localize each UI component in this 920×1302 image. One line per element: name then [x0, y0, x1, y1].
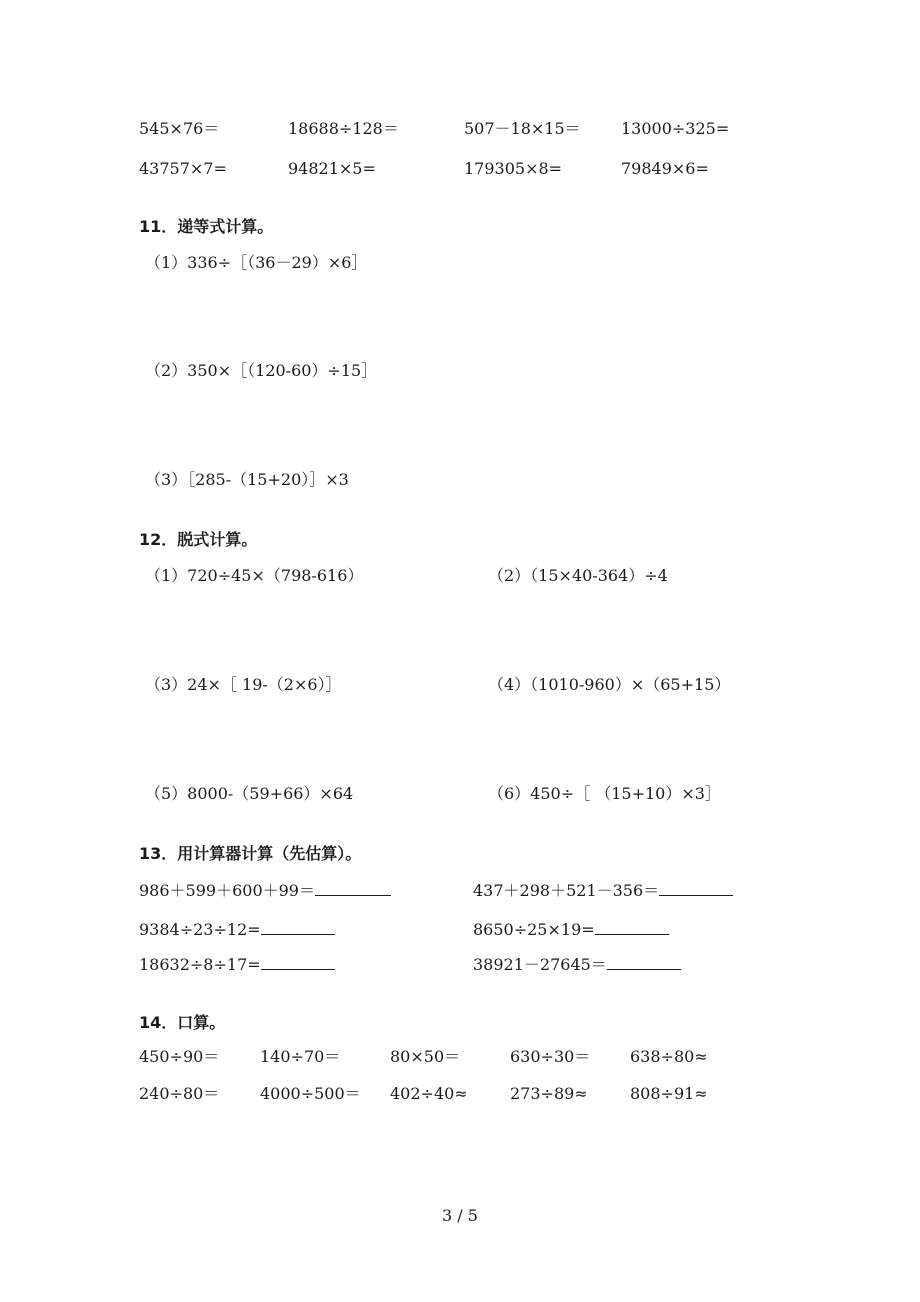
calc-problem [139, 953, 335, 975]
section-11-item-1: （1）336÷［（36－29）×6］ [145, 253, 368, 272]
problem-text: 545×76＝ [139, 119, 220, 138]
calc-expression: 8650÷25×19= [473, 920, 595, 939]
oral-problem: 273÷89≈ [510, 1084, 588, 1103]
problem-text: 13000÷325= [621, 119, 730, 138]
calc-problem [139, 879, 391, 901]
oral-problem: 630÷30＝ [510, 1047, 591, 1066]
calc-expression: 437＋298＋521－356＝ [473, 881, 660, 900]
section-12-item-1: （1）720÷45×（798-616） [145, 566, 364, 585]
calc-expression: 986＋599＋600＋99＝ [139, 881, 315, 900]
problem-text: 43757×7= [139, 159, 227, 178]
section-11-item-3: （3）［285-（15+20）］×3 [145, 470, 349, 489]
problem-text: 507－18×15＝ [464, 119, 581, 138]
oral-problem: 4000÷500＝ [260, 1084, 361, 1103]
section-12-item-5: （5）8000-（59+66）×64 [145, 784, 354, 803]
section-12-item-6: （6）450÷［ （15+10）×3］ [488, 784, 721, 803]
oral-problem: 638÷80≈ [630, 1047, 708, 1066]
section-12-item-3: （3）24×［ 19-（2×6）］ [145, 675, 342, 694]
section-12-item-2: （2）（15×40-364）÷4 [488, 566, 668, 585]
problem-text: 94821×5= [288, 159, 376, 178]
answer-blank[interactable] [595, 918, 669, 935]
answer-blank[interactable] [315, 879, 391, 896]
calc-expression: 9384÷23÷12= [139, 920, 261, 939]
section-11-heading: 11．递等式计算。 [139, 217, 274, 236]
section-12-heading: 12．脱式计算。 [139, 530, 258, 549]
page-number: 3 / 5 [442, 1206, 478, 1225]
oral-problem: 450÷90＝ [139, 1047, 220, 1066]
section-11-item-2: （2）350×［（120-60）÷15］ [145, 361, 378, 380]
problem-text: 79849×6= [621, 159, 709, 178]
answer-blank[interactable] [607, 953, 681, 970]
oral-problem: 140÷70＝ [260, 1047, 341, 1066]
oral-problem: 808÷91≈ [630, 1084, 708, 1103]
calc-problem [473, 879, 733, 901]
calc-problem [139, 918, 335, 940]
section-13-heading: 13．用计算器计算（先估算）。 [139, 844, 362, 863]
calc-problem [473, 918, 669, 940]
problem-text: 179305×8= [464, 159, 563, 178]
calc-expression: 38921－27645＝ [473, 955, 607, 974]
calc-problem [473, 953, 681, 975]
oral-problem: 80×50＝ [390, 1047, 461, 1066]
section-14-heading: 14．口算。 [139, 1013, 226, 1032]
answer-blank[interactable] [659, 879, 733, 896]
oral-problem: 402÷40≈ [390, 1084, 468, 1103]
answer-blank[interactable] [261, 918, 335, 935]
problem-text: 18688÷128＝ [288, 119, 399, 138]
oral-problem: 240÷80＝ [139, 1084, 220, 1103]
section-12-item-4: （4）（1010-960）×（65+15） [488, 675, 731, 694]
answer-blank[interactable] [261, 953, 335, 970]
calc-expression: 18632÷8÷17= [139, 955, 261, 974]
